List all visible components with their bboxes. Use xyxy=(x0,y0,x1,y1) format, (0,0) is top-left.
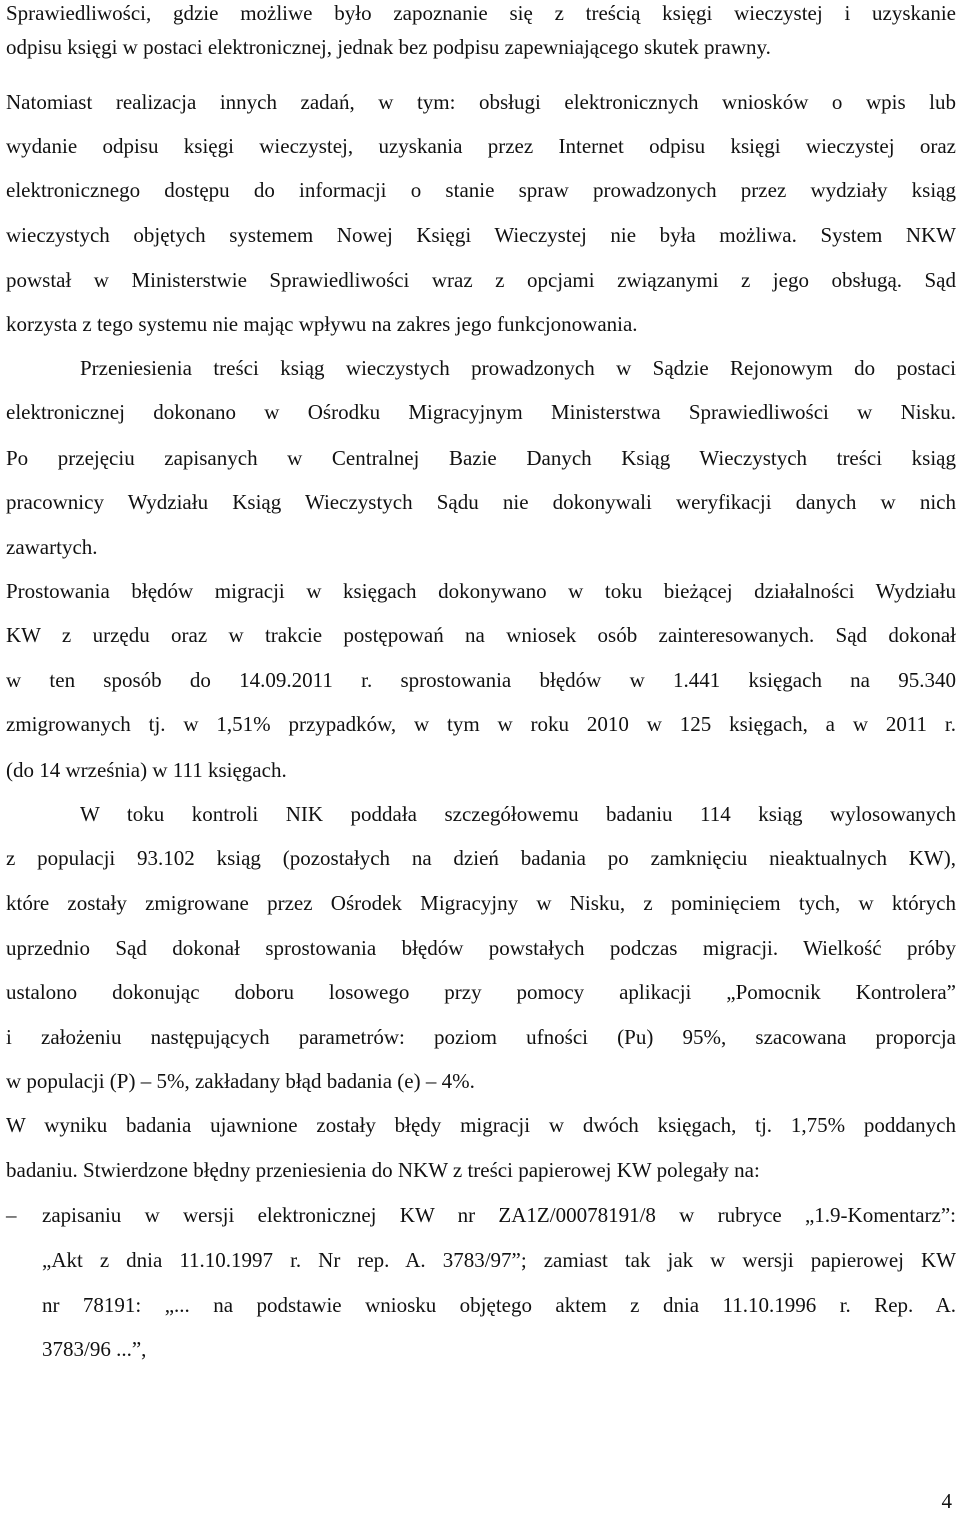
text-line: powstał w Ministerstwie Sprawiedliwości wraz z opcjami związanymi z jego obsługą. Sąd xyxy=(6,268,956,292)
text-line: elektronicznej dokonano w Ośrodku Migracyjnym Ministerstwa Sprawiedliwości w Nisku. xyxy=(6,400,956,424)
text-line: uprzednio Sąd dokonał sprostowania błędów powstałych podczas migracji. Wielkość próby xyxy=(6,936,956,960)
text-line: w ten sposób do 14.09.2011 r. sprostowania błędów w 1.441 księgach na 95.340 xyxy=(6,668,956,692)
text-line: korzysta z tego systemu nie mając wpływu na zakres jego funkcjonowania. xyxy=(6,312,638,336)
text-line: badaniu. Stwierdzone błędny przeniesienia do NKW z treści papierowej KW polegały na: xyxy=(6,1158,760,1182)
text-line: odpisu księgi w postaci elektronicznej, jednak bez podpisu zapewniającego skutek prawny. xyxy=(6,35,771,59)
text-line: które zostały zmigrowane przez Ośrodek Migracyjny w Nisku, z pominięciem tych, w których xyxy=(6,891,956,915)
list-item-line: nr 78191: „... na podstawie wniosku objętego aktem z dnia 11.10.1996 r. Rep. A. xyxy=(42,1293,956,1317)
text-line: z populacji 93.102 ksiąg (pozostałych na dzień badania po zamknięciu nieaktualnych KW), xyxy=(6,846,956,870)
text-line: Prostowania błędów migracji w księgach dokonywano w toku bieżącej działalności Wydziału xyxy=(6,579,956,603)
text-line: i założeniu następujących parametrów: poziom ufności (Pu) 95%, szacowana proporcja xyxy=(6,1025,956,1049)
text-line: Przeniesienia treści ksiąg wieczystych prowadzonych w Sądzie Rejonowym do postaci xyxy=(80,356,956,380)
text-line: elektronicznego dostępu do informacji o stanie spraw prowadzonych przez wydziały ksiąg xyxy=(6,178,956,202)
text-line: zawartych. xyxy=(6,535,98,559)
list-item-line: zapisaniu w wersji elektronicznej KW nr ZA1Z/00078191/8 w rubryce „1.9-Komentarz”: xyxy=(42,1203,956,1227)
text-line: W wyniku badania ujawnione zostały błędy migracji w dwóch księgach, tj. 1,75% poddanych xyxy=(6,1113,956,1137)
page-number: 4 xyxy=(941,1489,952,1513)
text-line: Po przejęciu zapisanych w Centralnej Bazie Danych Ksiąg Wieczystych treści ksiąg xyxy=(6,446,956,470)
text-line: ustalono dokonując doboru losowego przy pomocy aplikacji „Pomocnik Kontrolera” xyxy=(6,980,956,1004)
text-line: pracownicy Wydziału Ksiąg Wieczystych Sądu nie dokonywali weryfikacji danych w nich xyxy=(6,490,956,514)
text-line: Natomiast realizacja innych zadań, w tym: obsługi elektronicznych wniosków o wpis lub xyxy=(6,90,956,114)
text-line: w populacji (P) – 5%, zakładany błąd badania (e) – 4%. xyxy=(6,1069,475,1093)
text-line: wydanie odpisu księgi wieczystej, uzyskania przez Internet odpisu księgi wieczystej oraz xyxy=(6,134,956,158)
list-bullet-dash: – xyxy=(6,1203,17,1227)
text-line: (do 14 września) w 111 księgach. xyxy=(6,758,287,782)
list-item-line: „Akt z dnia 11.10.1997 r. Nr rep. A. 3783/97”; zamiast tak jak w wersji papierowej KW xyxy=(42,1248,956,1272)
text-line: Sprawiedliwości, gdzie możliwe było zapoznanie się z treścią księgi wieczystej i uzyskanie xyxy=(6,1,956,25)
text-line: zmigrowanych tj. w 1,51% przypadków, w tym w roku 2010 w 125 księgach, a w 2011 r. xyxy=(6,712,956,736)
text-line: wieczystych objętych systemem Nowej Księgi Wieczystej nie była możliwa. System NKW xyxy=(6,223,956,247)
list-item-line: 3783/96 ...”, xyxy=(42,1337,147,1361)
text-line: W toku kontroli NIK poddała szczegółowemu badaniu 114 ksiąg wylosowanych xyxy=(80,802,956,826)
text-line: KW z urzędu oraz w trakcie postępowań na wniosek osób zainteresowanych. Sąd dokonał xyxy=(6,623,956,647)
